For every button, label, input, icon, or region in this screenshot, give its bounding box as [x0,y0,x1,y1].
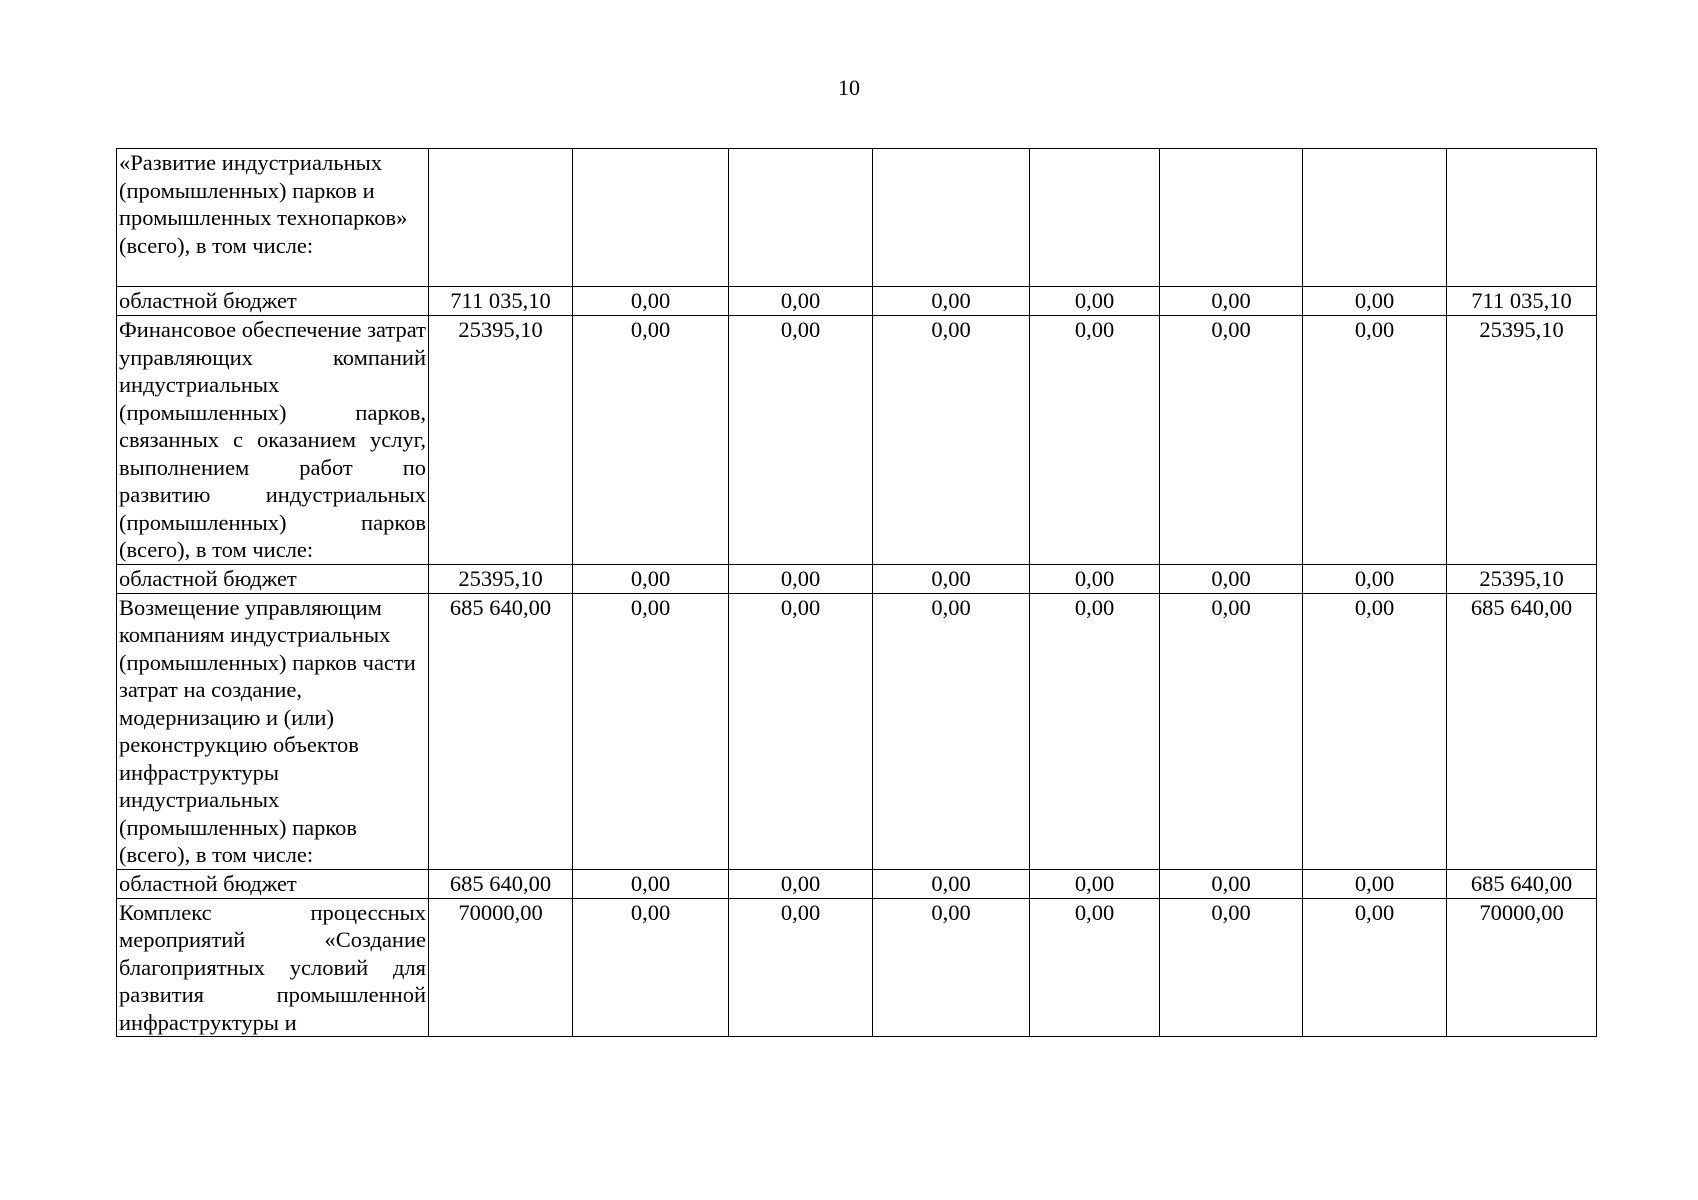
value-cell: 0,00 [573,316,729,565]
value-cell [1447,149,1597,287]
value-cell: 0,00 [729,593,873,869]
value-cell: 0,00 [873,898,1030,1037]
value-cell: 70000,00 [429,898,573,1037]
row-label: Финансовое обеспечение затрат управляющих компаний индустриальных (промышленных) парков, связанных с оказанием услуг, выполнением работ по развитию индустриальных (промышленных) парков (всего), в том числе: [117,316,429,565]
table-row [117,149,1597,287]
value-cell: 0,00 [729,869,873,898]
value-cell: 70000,00 [1447,898,1597,1037]
value-cell [729,149,873,287]
row-label: областной бюджет [117,869,429,898]
value-cell: 0,00 [1303,287,1447,316]
value-cell: 0,00 [1303,869,1447,898]
value-cell: 0,00 [1160,593,1303,869]
value-cell: 0,00 [873,316,1030,565]
value-cell: 0,00 [1303,898,1447,1037]
table-row [117,869,1597,898]
row-label: областной бюджет [117,564,429,593]
table-row [117,287,1597,316]
value-cell: 685 640,00 [1447,593,1597,869]
value-cell: 25395,10 [1447,564,1597,593]
value-cell: 711 035,10 [429,287,573,316]
value-cell: 0,00 [873,593,1030,869]
table-row [117,593,1597,869]
value-cell [573,149,729,287]
row-label: областной бюджет [117,287,429,316]
value-cell [429,149,573,287]
value-cell: 0,00 [873,564,1030,593]
value-cell: 685 640,00 [429,869,573,898]
value-cell: 25395,10 [1447,316,1597,565]
row-label: Возмещение управляющим компаниям индустриальных (промышленных) парков части затрат на создание, модернизацию и (или) реконструкцию объектов инфраструктуры индустриальных (промышленных) парков (всего), в том числе: [117,593,429,869]
value-cell: 0,00 [1030,593,1160,869]
value-cell: 0,00 [1160,564,1303,593]
value-cell: 0,00 [873,869,1030,898]
value-cell [1160,149,1303,287]
value-cell: 0,00 [1030,287,1160,316]
value-cell: 0,00 [1303,593,1447,869]
value-cell: 0,00 [729,316,873,565]
value-cell: 0,00 [573,869,729,898]
value-cell: 0,00 [729,564,873,593]
value-cell: 0,00 [729,287,873,316]
value-cell: 0,00 [1030,564,1160,593]
value-cell: 0,00 [573,564,729,593]
table-row [117,898,1597,1037]
row-label: «Развитие индустриальных (промышленных) парков и промышленных технопарков» (всего), в том числе: [117,149,429,287]
value-cell: 0,00 [729,898,873,1037]
page-number: 10 [838,75,860,100]
table-row [117,316,1597,565]
value-cell: 0,00 [573,593,729,869]
value-cell: 0,00 [573,287,729,316]
value-cell: 25395,10 [429,564,573,593]
table-row [117,564,1597,593]
value-cell: 0,00 [1303,316,1447,565]
value-cell: 0,00 [573,898,729,1037]
value-cell: 0,00 [1160,898,1303,1037]
value-cell: 0,00 [1303,564,1447,593]
value-cell: 711 035,10 [1447,287,1597,316]
value-cell: 0,00 [1030,869,1160,898]
value-cell: 0,00 [1160,287,1303,316]
value-cell [1030,149,1160,287]
value-cell: 0,00 [1160,869,1303,898]
value-cell: 0,00 [1030,316,1160,565]
value-cell: 0,00 [1030,898,1160,1037]
value-cell [873,149,1030,287]
row-label: Комплекс процессных мероприятий «Создание благоприятных условий для развития промышленной инфраструктуры и [117,898,429,1037]
budget-table [116,148,1597,1037]
value-cell: 0,00 [1160,316,1303,565]
value-cell [1303,149,1447,287]
value-cell: 685 640,00 [429,593,573,869]
value-cell: 25395,10 [429,316,573,565]
value-cell: 685 640,00 [1447,869,1597,898]
value-cell: 0,00 [873,287,1030,316]
